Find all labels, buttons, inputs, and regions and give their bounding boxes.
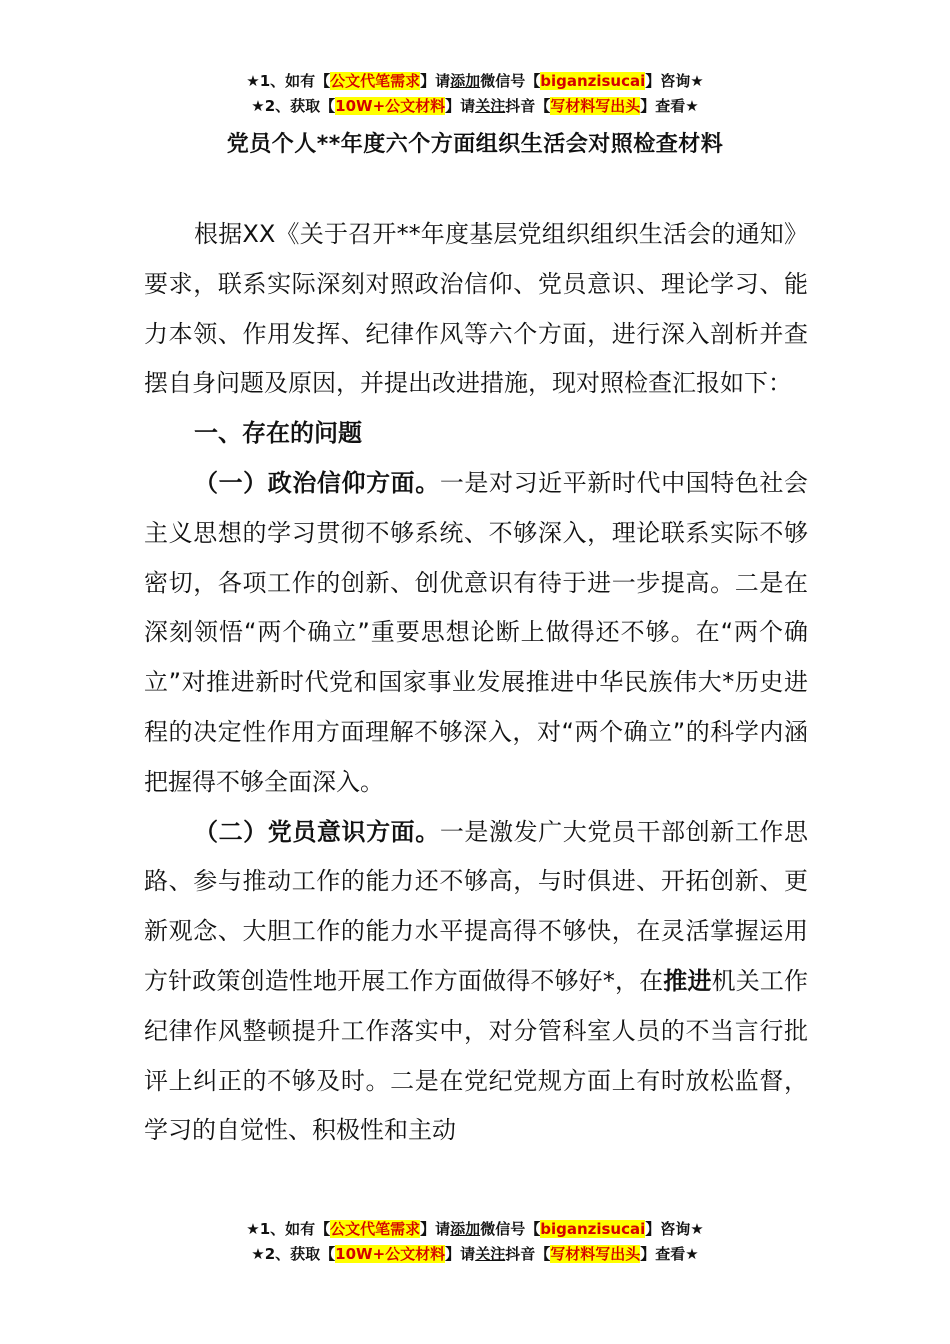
document-body	[144, 210, 808, 1156]
highlight-wechat-id: biganzisucai	[540, 1220, 646, 1238]
banner-text: 】查看	[640, 1245, 686, 1263]
banner-text-underlined: 添加	[450, 72, 481, 90]
banner-text: 1、如有【	[259, 72, 331, 90]
item-text: 机关工作纪律作风整顿提升工作落实中，对分管科室人员的不当言行批评上纠正的不够及时。二是在党纪党规方面上有时放松监督，学习的自觉性、积极性和主动	[144, 966, 809, 1145]
banner-text: 抖音【	[505, 97, 551, 115]
item-text: 一是激发广大党员干部创新工作思路、参与推动工作的能力还不够高，与时俱进、开拓创新、更新观念、大胆工作的能力水平提高得不够快，在灵活掌握运用方针政策创造性地开展工作方面做得不够好*，在	[144, 817, 809, 995]
banner-text: 2、获取【	[264, 97, 336, 115]
banner-text-underlined: 关注	[475, 97, 506, 115]
banner-line-2	[0, 1242, 950, 1267]
footer-banner	[0, 1217, 950, 1267]
highlight-douyin-account: 写材料写出头	[550, 1245, 641, 1263]
banner-text: 】请	[445, 1245, 476, 1263]
item-paragraph-1	[144, 459, 808, 808]
item-text: 一是对习近平新时代中国特色社会主义思想的学习贯彻不够系统、不够深入，理论联系实际不够密切，各项工作的创新、创优意识有待于进一步提高。二是在深刻领悟“两个确立”重要思想论断上做得还不够。在“两个确立”对推进新时代党和国家事业发展推进中华民族伟大*历史进程的决定性作用方面理解不够深入，对“两个确立”的科学内涵把握得不够全面深入。	[144, 468, 809, 796]
highlight-materials: 10W+公文材料	[335, 1245, 446, 1263]
item-label: （一）政治信仰方面。	[194, 468, 440, 497]
star-icon: ★	[246, 1220, 260, 1238]
document-title: 党员个人**年度六个方面组织生活会对照检查材料	[226, 132, 724, 157]
banner-text-underlined: 关注	[475, 1245, 506, 1263]
banner-text: 微信号【	[480, 72, 541, 90]
star-icon: ★	[251, 1245, 265, 1263]
item-text-bold: 推进	[663, 966, 712, 995]
item-label: （二）党员意识方面。	[194, 817, 440, 846]
item-paragraph-2	[144, 808, 808, 1157]
banner-text: 1、如有【	[259, 1220, 331, 1238]
banner-text: 】请	[420, 1220, 451, 1238]
banner-text: 2、获取【	[264, 1245, 336, 1263]
highlight-service: 公文代笔需求	[330, 72, 421, 90]
star-icon: ★	[690, 1220, 704, 1238]
star-icon: ★	[690, 72, 704, 90]
banner-line-2	[0, 94, 950, 119]
highlight-wechat-id: biganzisucai	[540, 72, 646, 90]
banner-line-1	[0, 69, 950, 94]
star-icon: ★	[246, 72, 260, 90]
banner-text: 】请	[420, 72, 451, 90]
highlight-douyin-account: 写材料写出头	[550, 97, 641, 115]
banner-text: 】请	[445, 97, 476, 115]
banner-text: 】咨询	[645, 1220, 691, 1238]
star-icon: ★	[251, 97, 265, 115]
intro-paragraph: 根据XX《关于召开**年度基层党组织组织生活会的通知》要求，联系实际深刻对照政治信仰、党员意识、理论学习、能力本领、作用发挥、纪律作风等六个方面，进行深入剖析并查摆自身问题及原因，并提出改进措施，现对照检查汇报如下：	[144, 220, 808, 398]
banner-text: 】查看	[640, 97, 686, 115]
banner-line-1	[0, 1217, 950, 1242]
star-icon: ★	[685, 1245, 699, 1263]
banner-text: 】咨询	[645, 72, 691, 90]
star-icon: ★	[685, 97, 699, 115]
highlight-service: 公文代笔需求	[330, 1220, 421, 1238]
highlight-materials: 10W+公文材料	[335, 97, 446, 115]
section-heading: 一、存在的问题	[194, 419, 362, 448]
header-banner	[0, 69, 950, 119]
banner-text: 抖音【	[505, 1245, 551, 1263]
banner-text-underlined: 添加	[450, 1220, 481, 1238]
banner-text: 微信号【	[480, 1220, 541, 1238]
